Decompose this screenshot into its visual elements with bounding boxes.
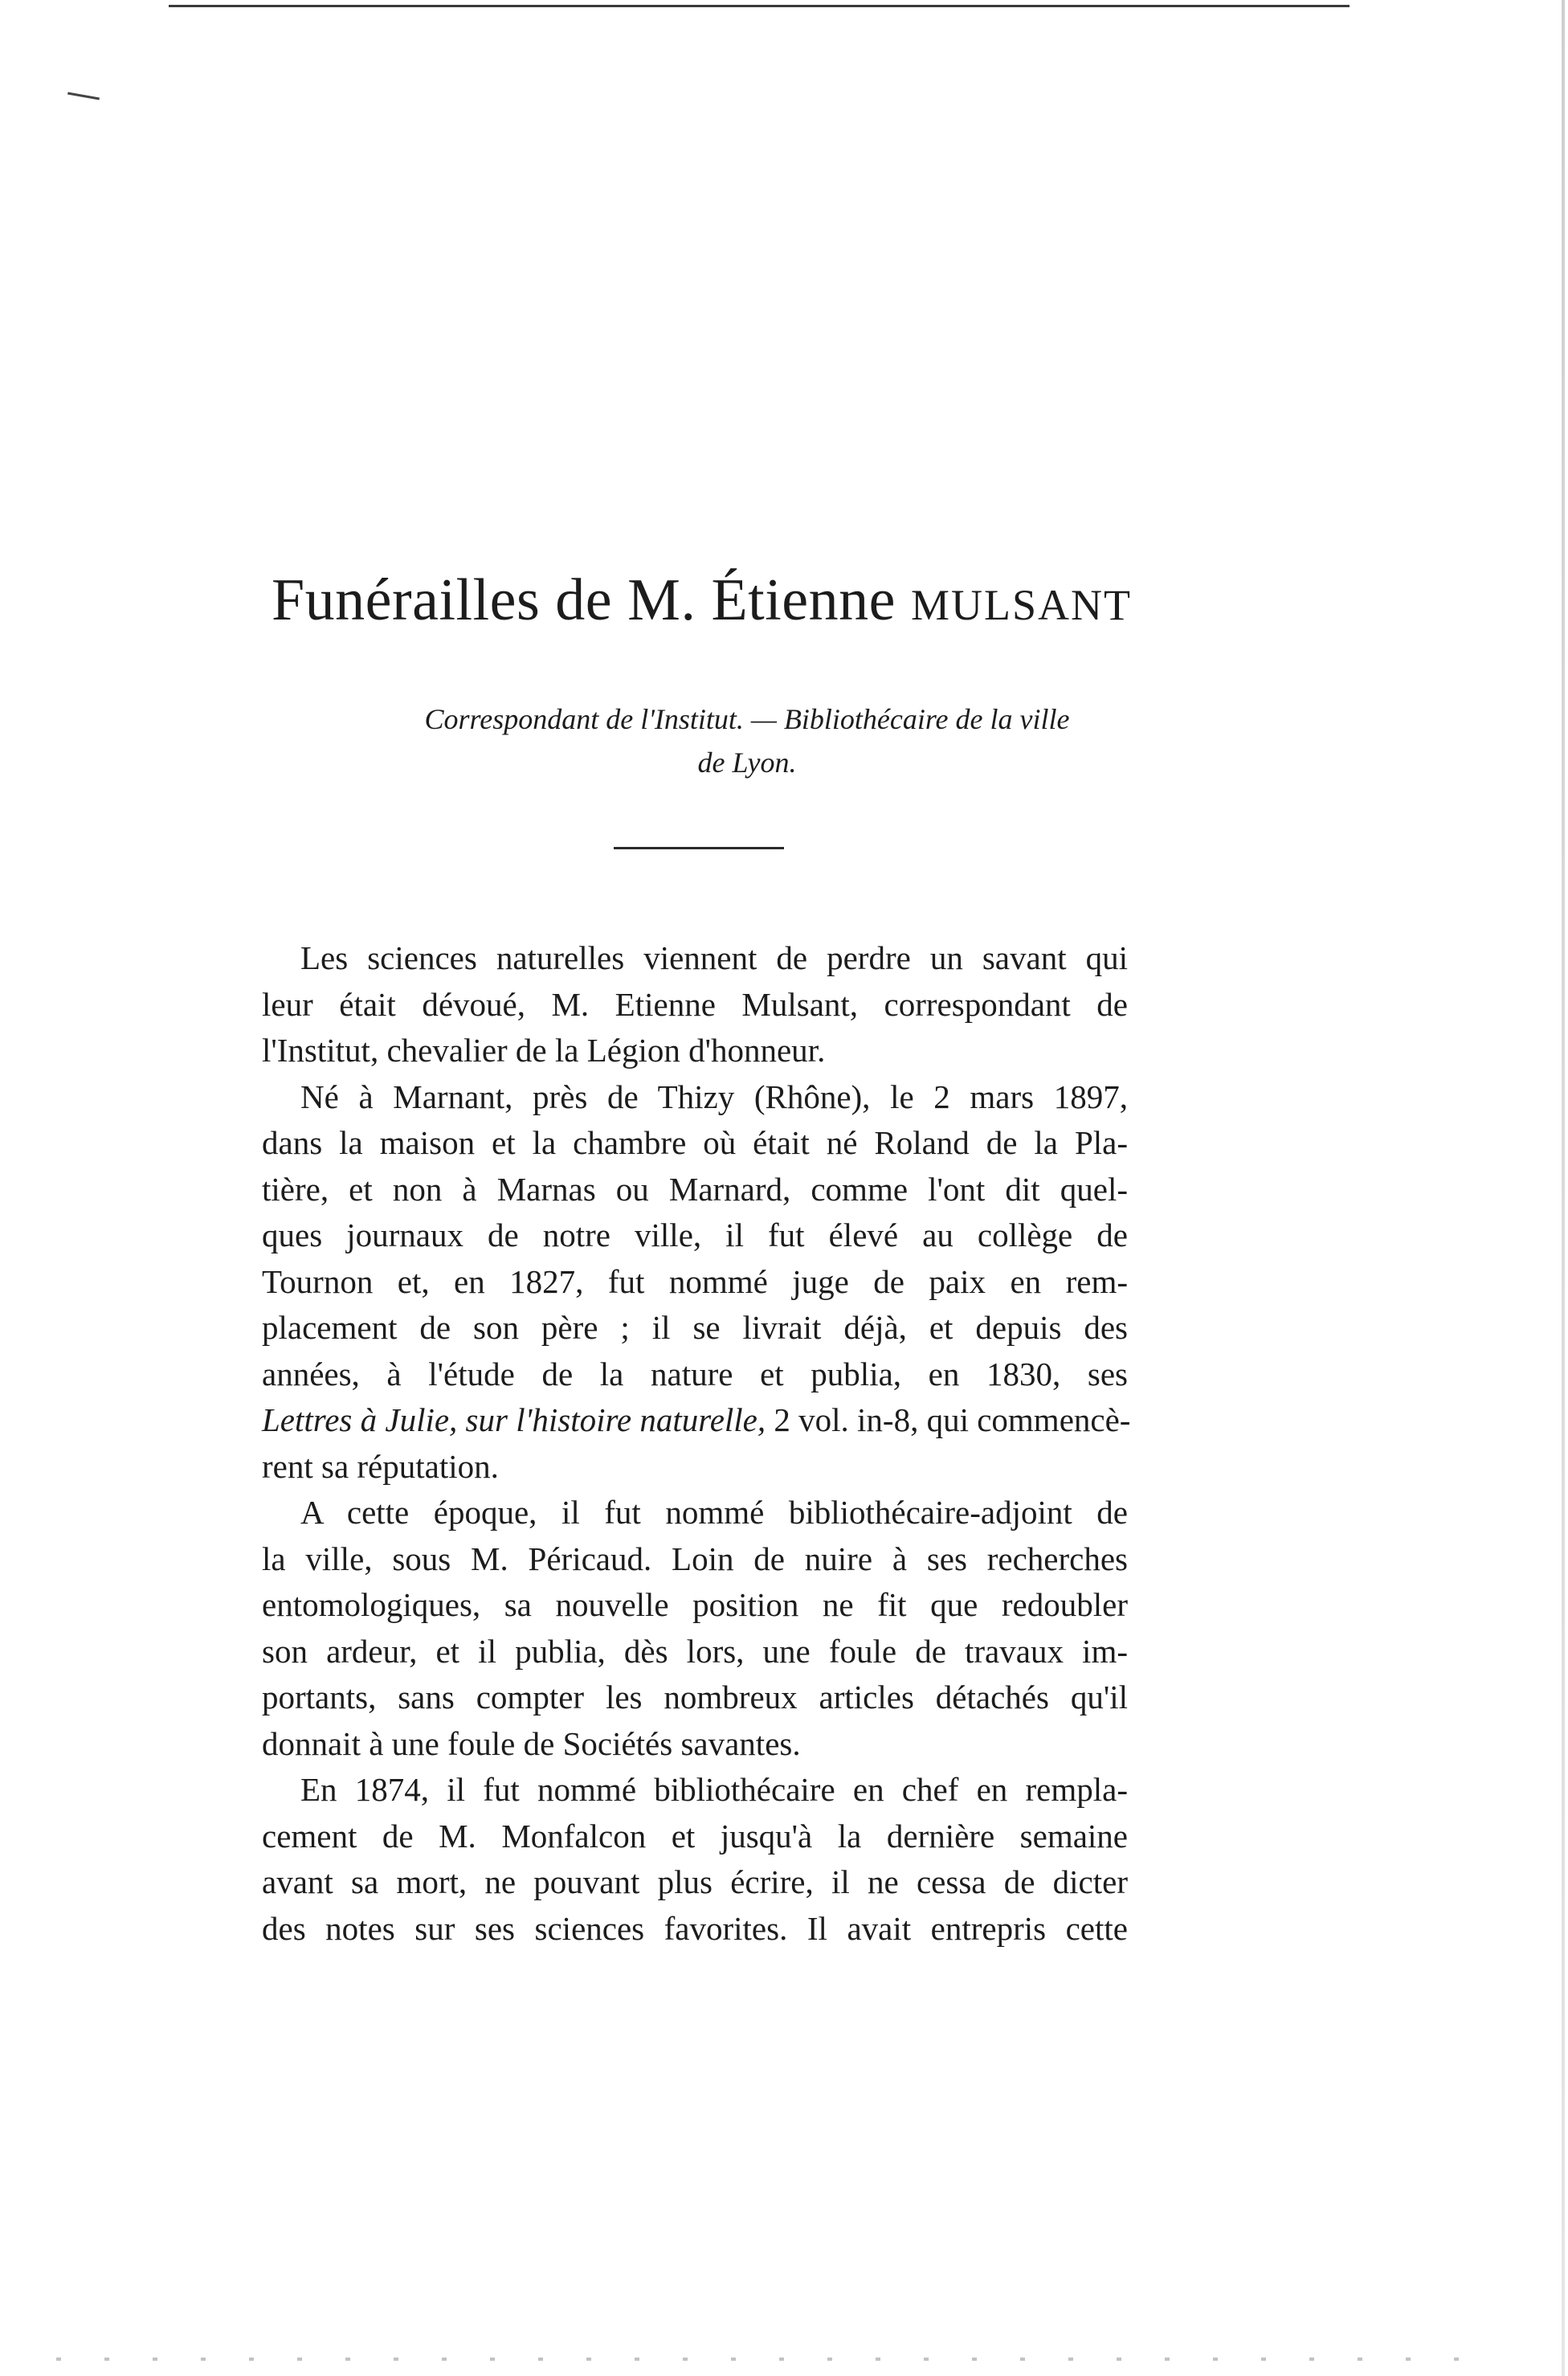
text-line: des notes sur ses sciences favorites. Il avait entrepris cette	[262, 1909, 1128, 1947]
text-line: l'Institut, chevalier de la Légion d'honneur.	[262, 1032, 826, 1069]
article-body	[262, 935, 1131, 1952]
text-line: dans la maison et la chambre où était né Roland de la Pla-	[262, 1124, 1128, 1161]
text-line: En 1874, il fut nommé bibliothécaire en chef en rempla-	[300, 1771, 1128, 1808]
text-line: placement de son père ; il se livrait déjà, et depuis des	[262, 1309, 1128, 1346]
text-line: son ardeur, et il publia, dès lors, une foule de travaux im-	[262, 1632, 1128, 1670]
text-line: donnait à une foule de Sociétés savantes.	[262, 1724, 801, 1762]
text-line: A cette époque, il fut nommé bibliothécaire-adjoint de	[300, 1494, 1128, 1531]
text-line	[262, 1397, 1131, 1444]
subtitle-line: Correspondant de l'Institut. — Bibliothécaire de la ville	[424, 703, 1070, 735]
text-line: portants, sans compter les nombreux articles détachés qu'il	[262, 1679, 1128, 1716]
text-line: cement de M. Monfalcon et jusqu'à la dernière semaine	[262, 1817, 1128, 1855]
top-border-rule	[169, 5, 1350, 7]
title-main: Funérailles de M. Étienne	[272, 567, 896, 633]
text-line: tière, et non à Marnas ou Marnard, comme l'ont dit quel-	[262, 1170, 1128, 1208]
margin-mark	[67, 92, 100, 100]
subtitle	[321, 697, 1173, 784]
text-line: années, à l'étude de la nature et publia, en 1830, ses	[262, 1355, 1128, 1392]
text-line: rent sa réputation.	[262, 1447, 499, 1485]
page-edge	[1562, 0, 1565, 2376]
bottom-scan-noise	[56, 2358, 1502, 2361]
text-line: Né à Marnant, près de Thizy (Rhône), le 2 mars 1897,	[300, 1078, 1128, 1115]
book-title-italic: Lettres à Julie, sur l'histoire naturelle,	[262, 1401, 766, 1438]
text-fragment: 2 vol. in-8, qui commencè-	[774, 1401, 1131, 1438]
separator-rule	[614, 847, 784, 849]
text-line: Tournon et, en 1827, fut nommé juge de paix en rem-	[262, 1262, 1128, 1300]
text-line: leur était dévoué, M. Etienne Mulsant, correspondant de	[262, 985, 1128, 1023]
text-line: la ville, sous M. Péricaud. Loin de nuire à ses recherches	[262, 1540, 1128, 1577]
text-line: entomologiques, sa nouvelle position ne fit que redoubler	[262, 1586, 1128, 1623]
text-line: avant sa mort, ne pouvant plus écrire, il ne cessa de dicter	[262, 1863, 1128, 1900]
text-line: Les sciences naturelles viennent de perdre un savant qui	[300, 939, 1128, 976]
text-line: ques journaux de notre ville, il fut élevé au collège de	[262, 1217, 1128, 1253]
title-surname-smallcaps: MULSANT	[910, 581, 1132, 629]
page-title	[272, 564, 1171, 641]
subtitle-line: de Lyon.	[697, 746, 797, 779]
